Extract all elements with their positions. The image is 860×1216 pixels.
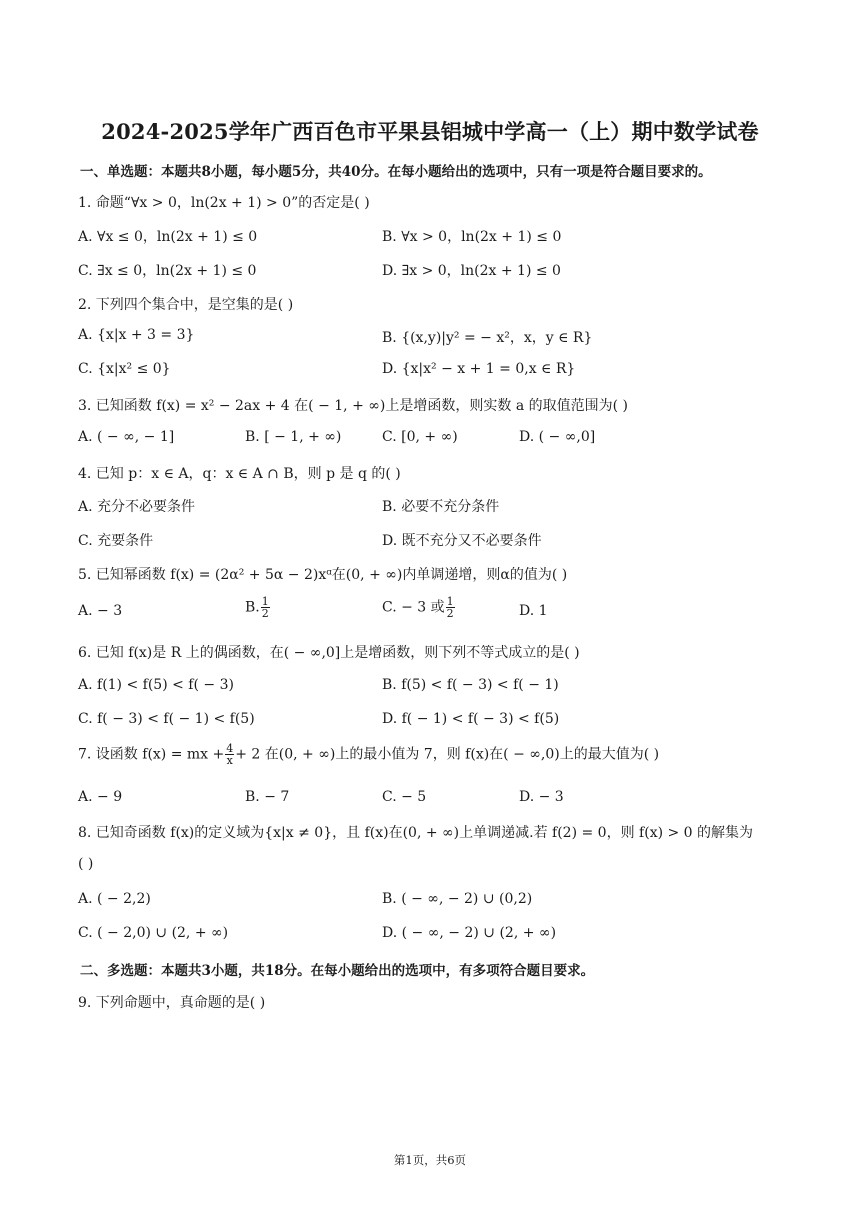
question-3-option-d: D. ( − ∞,0] [519, 429, 596, 445]
question-8-option-c: C. ( − 2,0) ∪ (2, + ∞) [78, 925, 229, 941]
fraction-numerator: 4 [226, 742, 234, 755]
question-3-option-b: B. [ − 1, + ∞) [245, 429, 342, 445]
question-6-option-d: D. f( − 1) < f( − 3) < f(5) [382, 711, 560, 727]
question-5-option-d: D. 1 [519, 603, 548, 619]
question-2-option-a: A. {x|x + 3 = 3} [78, 327, 195, 343]
question-8-stem: 8. 已知奇函数 f(x)的定义域为{x|x ≠ 0}，且 f(x)在(0, + ∞)上单调递减.若 f(2) = 0，则 f(x) > 0 的解集为 [78, 825, 754, 841]
question-1-option-c: C. ∃x ≤ 0，ln(2x + 1) ≤ 0 [78, 263, 257, 279]
question-6-option-b: B. f(5) < f( − 3) < f( − 1) [382, 677, 559, 693]
question-1-stem: 1. 命题“∀x > 0，ln(2x + 1) > 0”的否定是( ) [78, 195, 370, 211]
question-4-option-a: A. 充分不必要条件 [78, 499, 196, 515]
question-3-option-a: A. ( − ∞, − 1] [78, 429, 175, 445]
question-6-option-c: C. f( − 3) < f( − 1) < f(5) [78, 711, 255, 727]
fraction [261, 596, 270, 619]
option-prefix: B. [245, 599, 260, 616]
question-8-stem-continued: ( ) [78, 856, 94, 872]
question-7-option-c: C. − 5 [382, 789, 427, 805]
question-8-option-a: A. ( − 2,2) [78, 891, 151, 907]
question-6-option-a: A. f(1) < f(5) < f( − 3) [78, 677, 234, 693]
question-7-option-b: B. − 7 [245, 789, 290, 805]
question-7-option-a: A. − 9 [78, 789, 123, 805]
section-heading-single-choice: 一、单选题：本题共8小题，每小题5分，共40分。在每小题给出的选项中，只有一项是符合题目要求的。 [80, 164, 712, 180]
question-7-stem [78, 743, 659, 766]
question-6-stem: 6. 已知 f(x)是 R 上的偶函数，在( − ∞,0]上是增函数，则下列不等式成立的是( ) [78, 645, 580, 661]
question-3-stem: 3. 已知函数 f(x) = x² − 2ax + 4 在( − 1, + ∞)上是增函数，则实数 a 的取值范围为( ) [78, 398, 628, 414]
question-1-option-a: A. ∀x ≤ 0，ln(2x + 1) ≤ 0 [78, 229, 258, 245]
question-4-option-b: B. 必要不充分条件 [382, 499, 500, 515]
question-4-option-c: C. 充要条件 [78, 533, 154, 549]
page-title: 2024-2025学年广西百色市平果县铝城中学高一（上）期中数学试卷 [101, 119, 759, 144]
question-5-option-b [245, 596, 271, 619]
section-heading-multiple-choice: 二、多选题：本题共3小题，共18分。在每小题给出的选项中，有多项符合题目要求。 [80, 963, 595, 979]
question-5-option-c [382, 596, 456, 619]
fraction [446, 596, 455, 619]
question-2-stem: 2. 下列四个集合中，是空集的是( ) [78, 297, 294, 313]
fraction-denominator: 2 [261, 607, 269, 620]
question-4-option-d: D. 既不充分又不必要条件 [382, 533, 542, 549]
question-5-option-a: A. − 3 [78, 603, 123, 619]
fraction-denominator: x [226, 754, 233, 767]
question-2-option-c: C. {x|x² ≤ 0} [78, 361, 171, 377]
question-1-option-d: D. ∃x > 0，ln(2x + 1) ≤ 0 [382, 263, 561, 279]
question-8-option-d: D. ( − ∞, − 2) ∪ (2, + ∞) [382, 925, 557, 941]
question-8-option-b: B. ( − ∞, − 2) ∪ (0,2) [382, 891, 533, 907]
question-7-option-d: D. − 3 [519, 789, 564, 805]
fraction-numerator: 1 [446, 595, 454, 608]
stem-text: + 2 在(0, + ∞)上的最小值为 7，则 f(x)在( − ∞,0)上的最大值为( ) [235, 746, 660, 763]
option-prefix: C. − 3 或 [382, 599, 445, 616]
fraction-numerator: 1 [261, 595, 269, 608]
question-4-stem: 4. 已知 p：x ∈ A，q：x ∈ A ∩ B，则 p 是 q 的( ) [78, 466, 401, 482]
page-number-footer: 第1页，共6页 [393, 1153, 467, 1167]
fraction-denominator: 2 [446, 607, 454, 620]
question-9-stem: 9. 下列命题中，真命题的是( ) [78, 995, 266, 1011]
fraction [225, 743, 234, 766]
question-2-option-b: B. {(x,y)|y² = − x²，x，y ∈ R} [382, 330, 593, 346]
question-3-option-c: C. [0, + ∞) [382, 429, 458, 445]
question-2-option-d: D. {x|x² − x + 1 = 0,x ∈ R} [382, 361, 576, 377]
question-1-option-b: B. ∀x > 0，ln(2x + 1) ≤ 0 [382, 229, 562, 245]
stem-text: 7. 设函数 f(x) = mx + [78, 746, 225, 763]
question-5-stem: 5. 已知幂函数 f(x) = (2α² + 5α − 2)xᵅ在(0, + ∞)内单调递增，则α的值为( ) [78, 567, 568, 583]
